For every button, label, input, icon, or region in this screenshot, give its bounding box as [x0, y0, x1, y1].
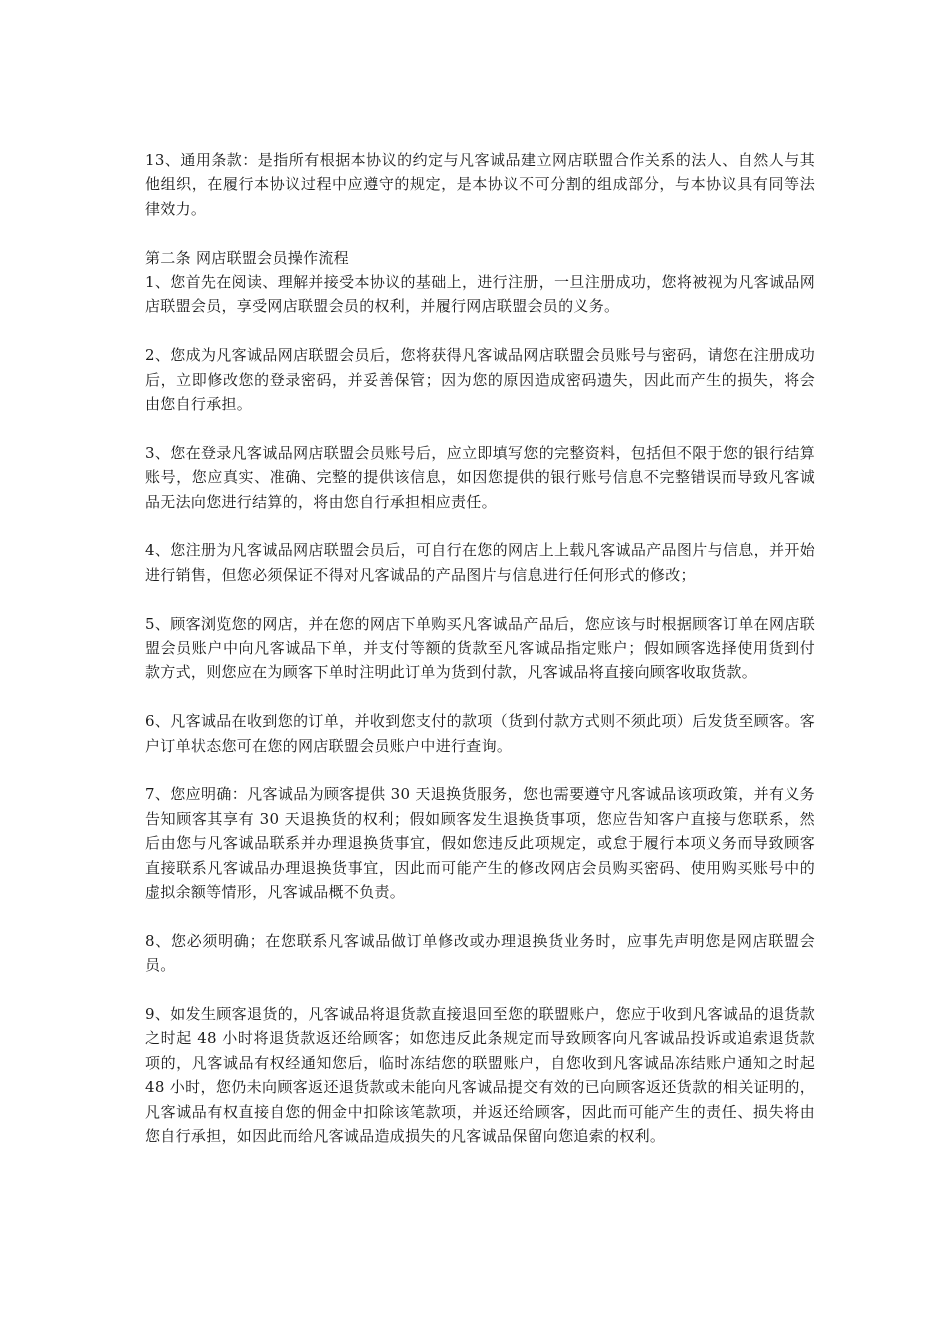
clause-8: 8、您必须明确；在您联系凡客诚品做订单修改或办理退换货业务时，应事先声明您是网店联盟会员。: [145, 931, 815, 975]
clause-9: 9、如发生顾客退货的，凡客诚品将退货款直接退回至您的联盟账户，您应于收到凡客诚品的退货款之时起 48 小时将退货款返还给顾客；如您违反此条规定而导致顾客向凡客诚品投诉或追索退货款项的，凡客诚品有权经通知您后，临时冻结您的联盟账户，自您收到凡客诚品冻结账户通知之时起 48 小时，您仍未向顾客返还退货款或未能向凡客诚品提交有效的已向顾客返还货款的相关证明的，凡客诚品有权直接自您的佣金中扣除该笔款项，并返还给顾客，因此而可能产生的责任、损失将由您自行承担，如因此而给凡客诚品造成损失的凡客诚品保留向您追索的权利。: [145, 1005, 815, 1146]
clause-1: 1、您首先在阅读、理解并接受本协议的基础上，进行注册，一旦注册成功，您将被视为凡客诚品网店联盟会员，享受网店联盟会员的权利，并履行网店联盟会员的义务。: [145, 273, 815, 316]
clause-2: 2、您成为凡客诚品网店联盟会员后，您将获得凡客诚品网店联盟会员账号与密码，请您在注册成功后，立即修改您的登录密码，并妥善保管；因为您的原因造成密码遗失，因此而产生的损失，将会由您自行承担。: [145, 346, 815, 414]
clause-7: 7、您应明确：凡客诚品为顾客提供 30 天退换货服务，您也需要遵守凡客诚品该项政策，并有义务告知顾客其享有 30 天退换货的权利；假如顾客发生退换货事项，您应告知客户直接与您联系，然后由您与凡客诚品联系并办理退换货事宜，假如您违反此项规定，或怠于履行本项义务而导致顾客直接联系凡客诚品办理退换货事宜，因此而可能产生的修改网店会员购买密码、使用购买账号中的虚拟余额等情形，凡客诚品概不负责。: [145, 785, 815, 902]
document-page: [145, 148, 815, 1173]
section-title: 第二条 网店联盟会员操作流程: [145, 248, 349, 267]
clause-13: 13、通用条款：是指所有根据本协议的约定与凡客诚品建立网店联盟合作关系的法人、自然人与其他组织，在履行本协议过程中应遵守的规定，是本协议不可分割的组成部分，与本协议具有同等法律效力。: [145, 151, 815, 218]
clause-6: 6、凡客诚品在收到您的订单，并收到您支付的款项（货到付款方式则不须此项）后发货至顾客。客户订单状态您可在您的网店联盟会员账户中进行查询。: [145, 712, 815, 755]
clause-3: 3、您在登录凡客诚品网店联盟会员账号后，应立即填写您的完整资料，包括但不限于您的银行结算账号，您应真实、准确、完整的提供该信息，如因您提供的银行账号信息不完整错误而导致凡客诚品无法向您进行结算的，将由您自行承担相应责任。: [145, 443, 815, 511]
clause-5: 5、顾客浏览您的网店，并在您的网店下单购买凡客诚品产品后，您应该与时根据顾客订单在网店联盟会员账户中向凡客诚品下单，并支付等额的货款至凡客诚品指定账户；假如顾客选择使用货到付款方式，则您应在为顾客下单时注明此订单为货到付款，凡客诚品将直接向顾客收取货款。: [145, 614, 815, 682]
clause-4: 4、您注册为凡客诚品网店联盟会员后，可自行在您的网店上上载凡客诚品产品图片与信息，并开始进行销售，但您必须保证不得对凡客诚品的产品图片与信息进行任何形式的修改；: [145, 541, 815, 584]
